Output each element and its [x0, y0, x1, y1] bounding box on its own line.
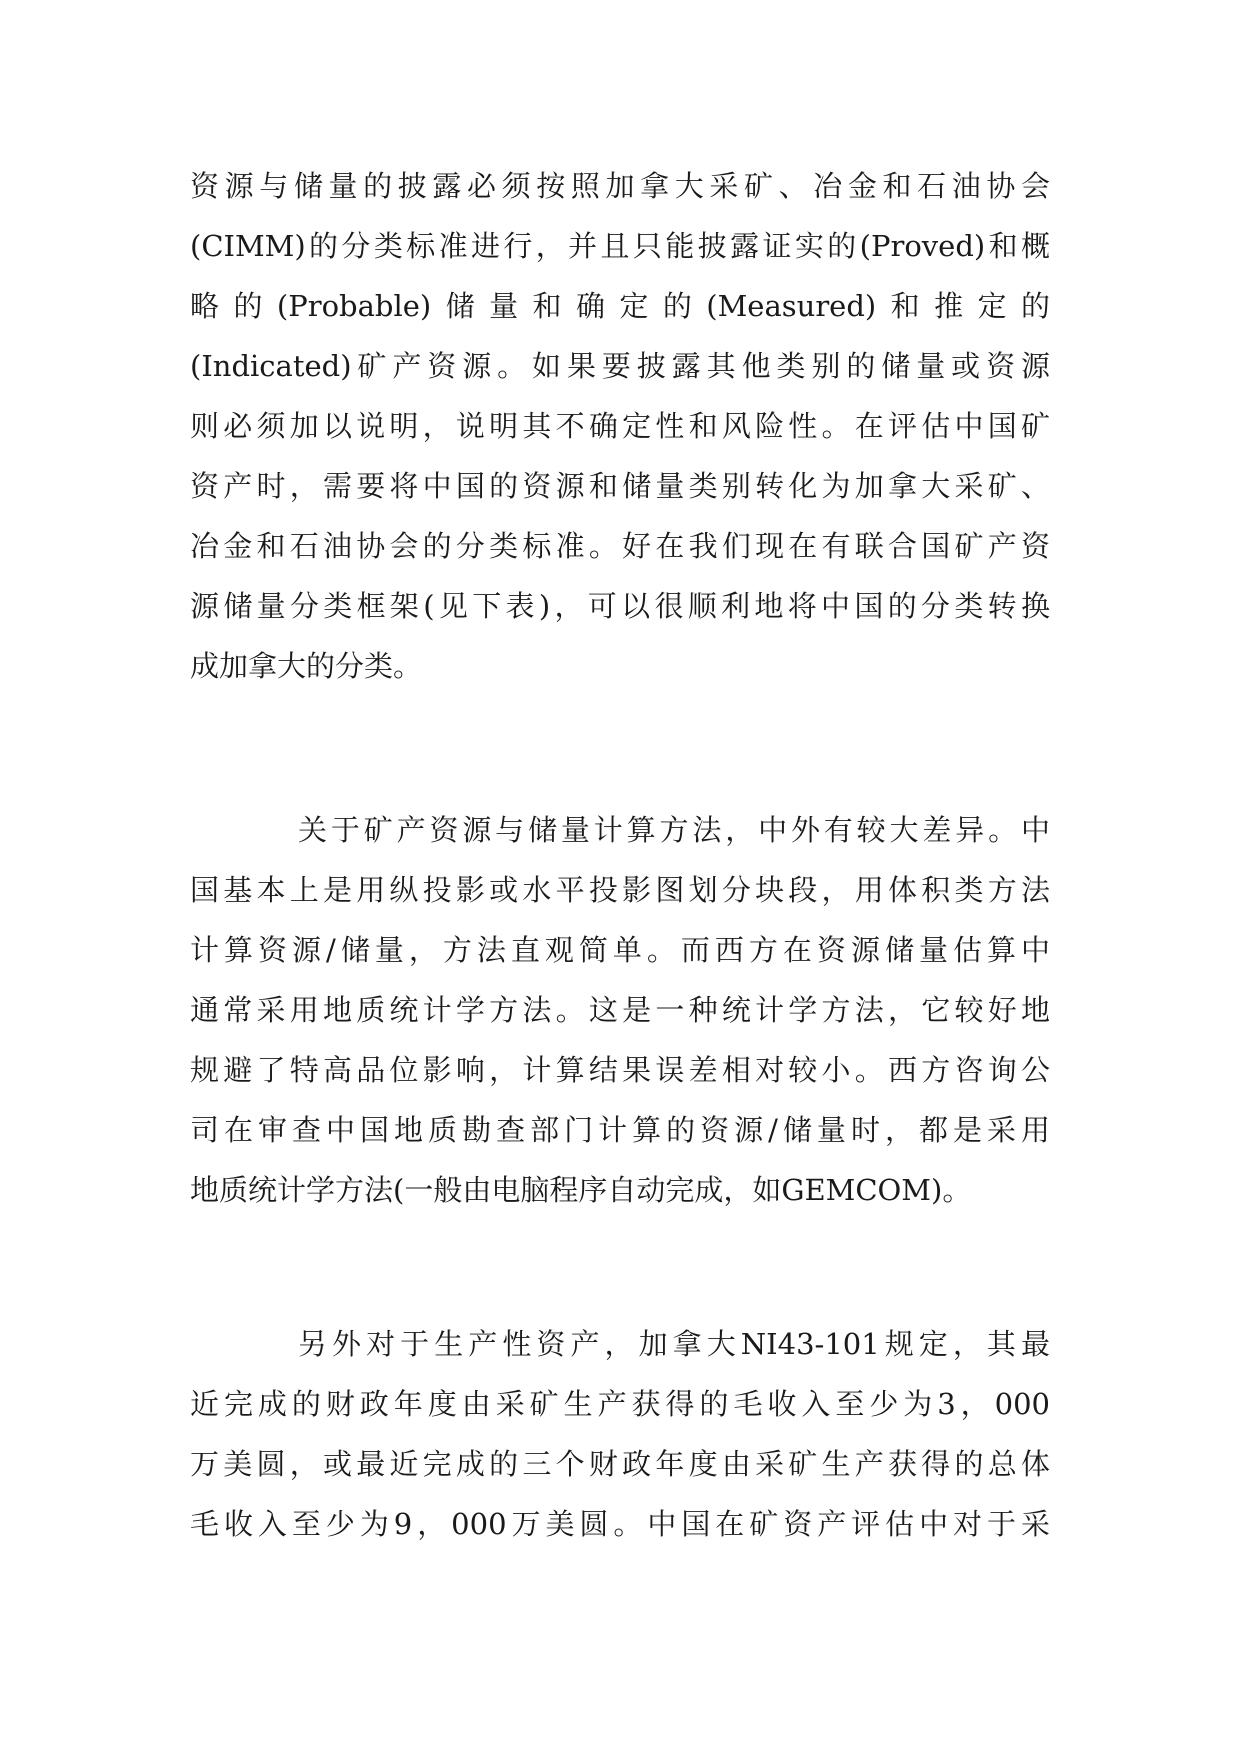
text-line: 地质统计学方法(一般由电脑程序自动完成，如GEMCOM)。 [190, 1173, 972, 1207]
text-line: 通常采用地质统计学方法。这是一种统计学方法，它较好地 [190, 993, 1050, 1027]
text-line: 另外对于生产性资产，加拿大NI43-101规定，其最 [298, 1327, 1050, 1361]
paragraph-calculation-methods [190, 800, 1050, 1220]
text-line: 成加拿大的分类。 [190, 649, 423, 683]
text-line: 国基本上是用纵投影或水平投影图划分块段，用体积类方法 [190, 873, 1050, 907]
text-line: 近完成的财政年度由采矿生产获得的毛收入至少为3，000 [190, 1387, 1050, 1421]
text-line: 源储量分类框架(见下表)，可以很顺利地将中国的分类转换 [190, 589, 1050, 623]
text-line: 略的(Probable)储量和确定的(Measured)和推定的 [190, 289, 1050, 323]
text-line: 资源与储量的披露必须按照加拿大采矿、冶金和石油协会 [190, 169, 1050, 203]
text-line: 则必须加以说明，说明其不确定性和风险性。在评估中国矿 [190, 409, 1050, 443]
text-line: 规避了特高品位影响，计算结果误差相对较小。西方咨询公 [190, 1053, 1050, 1087]
text-line: 关于矿产资源与储量计算方法，中外有较大差异。中 [298, 813, 1050, 847]
text-line: 司在审查中国地质勘查部门计算的资源/储量时，都是采用 [190, 1113, 1050, 1147]
text-line: 冶金和石油协会的分类标准。好在我们现在有联合国矿产资 [190, 529, 1050, 563]
text-line: 资产时，需要将中国的资源和储量类别转化为加拿大采矿、 [190, 469, 1050, 503]
text-line: 毛收入至少为9，000万美圆。中国在矿资产评估中对于采 [190, 1507, 1050, 1541]
text-line: (CIMM)的分类标准进行，并且只能披露证实的(Proved)和概 [190, 229, 1050, 263]
paragraph-production-assets [190, 1314, 1050, 1554]
text-line: (Indicated)矿产资源。如果要披露其他类别的储量或资源 [190, 349, 1050, 383]
text-line: 计算资源/储量，方法直观简单。而西方在资源储量估算中 [190, 933, 1050, 967]
text-line: 万美圆，或最近完成的三个财政年度由采矿生产获得的总体 [190, 1447, 1050, 1481]
paragraph-disclosure-standards [190, 156, 1050, 696]
